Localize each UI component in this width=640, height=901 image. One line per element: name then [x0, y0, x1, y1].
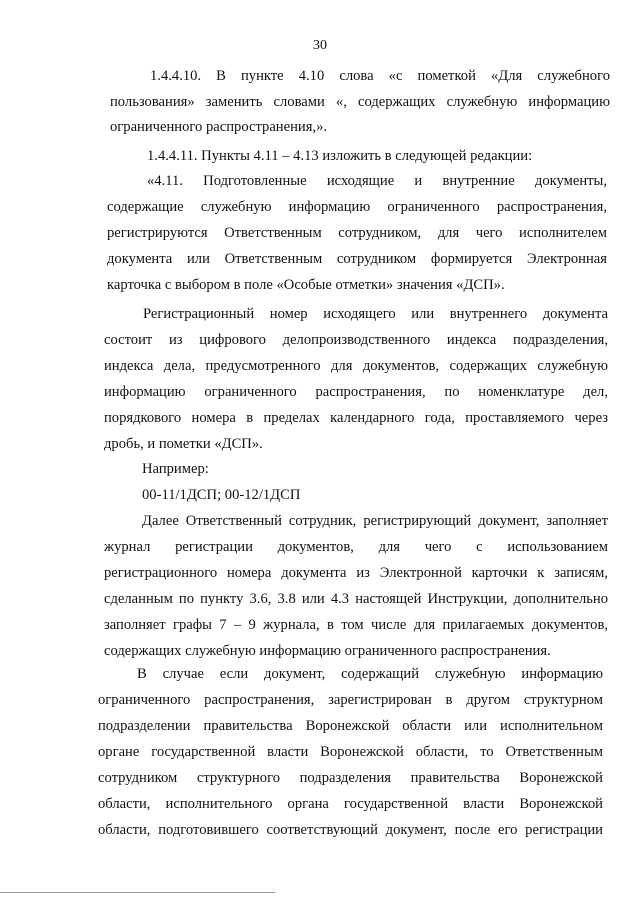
text-line: информацию ограниченного распространения, по номенклатуре дел,	[104, 384, 608, 400]
text-line: ограниченного распространения, зарегистрирован в другом структурном	[98, 692, 603, 708]
text-line: органе государственной власти Воронежской области, то Ответственным	[98, 744, 603, 760]
text-line: дробь, и пометки «ДСП».	[104, 436, 263, 452]
text-line: регистрируются Ответственным сотрудником, для чего исполнителем	[107, 225, 607, 241]
text-line: сотрудником структурного подразделения правительства Воронежской	[98, 770, 603, 786]
text-line: порядкового номера в пределах календарного года, проставляемого через	[104, 410, 608, 426]
text-line: «4.11. Подготовленные исходящие и внутренние документы,	[147, 173, 607, 189]
text-line: состоит из цифрового делопроизводственного индекса подразделения,	[104, 332, 608, 348]
text-line: содержащие служебную информацию ограниченного распространения,	[107, 199, 607, 215]
text-line: сделанным по пункту 3.6, 3.8 или 4.3 настоящей Инструкции, дополнительно	[104, 591, 608, 607]
text-line: документа или Ответственным сотрудником формируется Электронная	[107, 251, 607, 267]
text-line: регистрационного номера документа из Электронной карточки к записям,	[104, 565, 608, 581]
text-line: 1.4.4.10. В пункте 4.10 слова «с пометкой «Для служебного	[150, 68, 610, 84]
text-line: ограниченного распространения,».	[110, 119, 328, 135]
text-line: заполняет графы 7 – 9 журнала, в том числе для прилагаемых документов,	[104, 617, 608, 633]
text-line: подразделении правительства Воронежской области или исполнительном	[98, 718, 603, 734]
text-line: пользования» заменить словами «, содержащих служебную информацию	[110, 94, 610, 110]
text-line: области, исполнительного органа государственной власти Воронежской	[98, 796, 603, 812]
footer-divider	[0, 892, 275, 893]
text-line: карточка с выбором в поле «Особые отметки» значения «ДСП».	[107, 277, 505, 293]
text-line: журнал регистрации документов, для чего с использованием	[104, 539, 608, 555]
text-line: Например:	[142, 461, 209, 477]
page-number: 30	[313, 38, 327, 53]
text-line: индекса дела, предусмотренного для документов, содержащих служебную	[104, 358, 608, 374]
text-line: содержащих служебную информацию ограниченного распространения.	[104, 643, 551, 659]
text-line: Регистрационный номер исходящего или внутреннего документа	[143, 306, 608, 322]
text-line: области, подготовившего соответствующий документ, после его регистрации	[98, 822, 603, 838]
text-line: 00-11/1ДСП; 00-12/1ДСП	[142, 487, 301, 503]
text-line: В случае если документ, содержащий служебную информацию	[137, 666, 603, 682]
text-line: 1.4.4.11. Пункты 4.11 – 4.13 изложить в следующей редакции:	[147, 148, 533, 164]
text-line: Далее Ответственный сотрудник, регистрирующий документ, заполняет	[142, 513, 608, 529]
